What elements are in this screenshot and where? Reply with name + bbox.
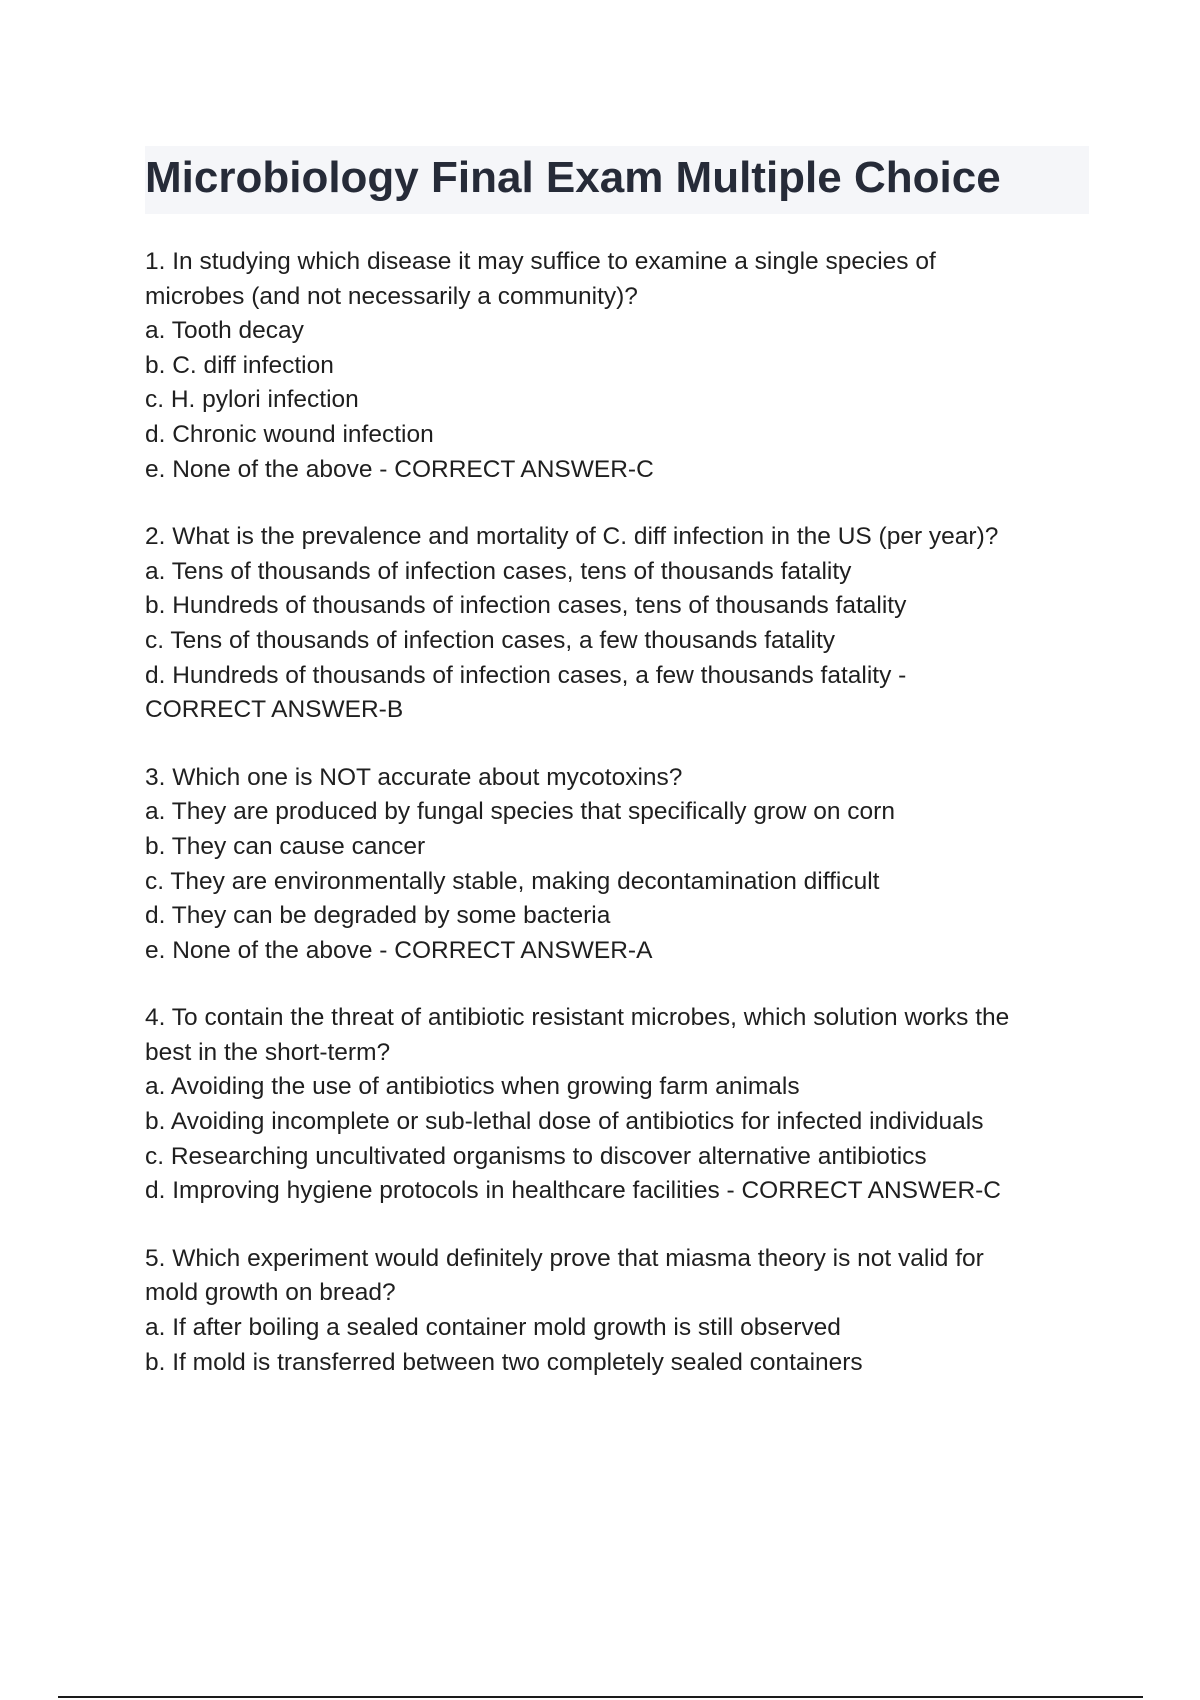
answer-option: c. Researching uncultivated organisms to discover alternative antibiotics: [145, 1142, 927, 1170]
question-3: [145, 761, 1095, 969]
question-2: [145, 520, 1095, 728]
footer-divider: [58, 1696, 1143, 1698]
answer-option: d. Chronic wound infection: [145, 420, 434, 448]
answer-option: b. Hundreds of thousands of infection cases, tens of thousands fatality: [145, 592, 907, 620]
answer-option: a. Tooth decay: [145, 317, 304, 345]
answer-option: c. They are environmentally stable, making decontamination difficult: [145, 867, 880, 895]
answer-option: b. C. diff infection: [145, 351, 334, 379]
answer-option: d. Hundreds of thousands of infection cases, a few thousands fatality -: [145, 661, 907, 689]
answer-option: b. If mold is transferred between two completely sealed containers: [145, 1348, 863, 1376]
answer-option: c. Tens of thousands of infection cases, a few thousands fatality: [145, 626, 836, 654]
question-text: 3. Which one is NOT accurate about mycotoxins?: [145, 763, 683, 791]
answer-option: a. Avoiding the use of antibiotics when growing farm animals: [145, 1073, 800, 1101]
question-text: mold growth on bread?: [145, 1279, 396, 1307]
answer-option: a. Tens of thousands of infection cases, tens of thousands fatality: [145, 557, 852, 585]
question-text: 2. What is the prevalence and mortality of C. diff infection in the US (per year)?: [145, 523, 999, 551]
question-text: 5. Which experiment would definitely prove that miasma theory is not valid for: [145, 1244, 984, 1272]
answer-option: b. Avoiding incomplete or sub-lethal dose of antibiotics for infected individuals: [145, 1108, 984, 1136]
page-title: Microbiology Final Exam Multiple Choice: [145, 153, 1001, 202]
question-text: 4. To contain the threat of antibiotic resistant microbes, which solution works the: [145, 1004, 1010, 1032]
answer-option: d. Improving hygiene protocols in healthcare facilities - CORRECT ANSWER-C: [145, 1177, 1002, 1205]
answer-option: a. If after boiling a sealed container mold growth is still observed: [145, 1314, 841, 1342]
answer-option: c. H. pylori infection: [145, 386, 359, 414]
question-1: [145, 245, 1095, 487]
answer-option: e. None of the above - CORRECT ANSWER-C: [145, 455, 654, 483]
question-list: [145, 245, 1095, 1413]
question-text: 1. In studying which disease it may suffice to examine a single species of: [145, 248, 936, 275]
answer-option: d. They can be degraded by some bacteria: [145, 902, 611, 930]
answer-option: b. They can cause cancer: [145, 832, 426, 860]
answer-option: a. They are produced by fungal species that specifically grow on corn: [145, 798, 895, 826]
question-4: [145, 1001, 1095, 1209]
correct-answer: CORRECT ANSWER-B: [145, 696, 404, 724]
answer-option: e. None of the above - CORRECT ANSWER-A: [145, 936, 653, 964]
question-text: best in the short-term?: [145, 1038, 391, 1066]
question-5: [145, 1242, 1095, 1380]
question-text: microbes (and not necessarily a community)?: [145, 282, 638, 310]
